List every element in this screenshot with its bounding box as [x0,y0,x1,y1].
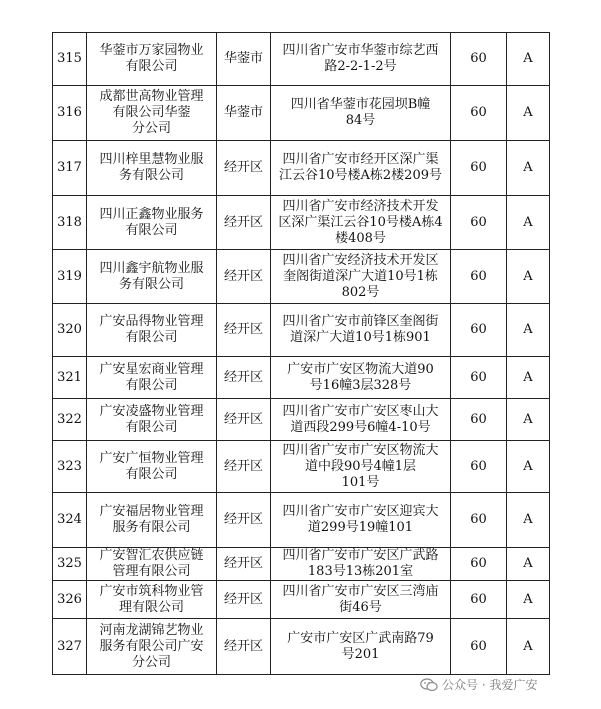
grade-cell: A [507,86,550,141]
row-number-cell: 318 [53,196,87,250]
district-cell: 经开区 [217,196,271,250]
row-number-cell: 325 [53,548,87,581]
table-row [53,441,550,493]
score-cell: 60 [451,357,507,399]
table-row [53,250,550,304]
score-cell: 60 [451,581,507,619]
grade-cell: A [507,619,550,675]
address-cell: 四川省广安市经济技术开发 区深广渠江云谷10号楼A栋4 楼408号 [271,196,451,250]
score-cell: 60 [451,33,507,86]
company-name-cell: 广安凌盛物业管理 有限公司 [87,399,217,441]
row-number-cell: 326 [53,581,87,619]
district-cell: 华蓥市 [217,33,271,86]
company-name-cell: 四川鑫宇航物业服 务有限公司 [87,250,217,304]
address-cell: 四川省广安市广安区三湾庙 街46号 [271,581,451,619]
score-cell: 60 [451,548,507,581]
table-row [53,304,550,357]
table-row [53,86,550,141]
address-cell: 广安市广安区物流大道90 号16幢3层328号 [271,357,451,399]
district-cell: 经开区 [217,493,271,548]
row-number-cell: 322 [53,399,87,441]
table-row [53,581,550,619]
score-cell: 60 [451,250,507,304]
address-cell: 四川省广安市广安区枣山大 道西段299号6幢4-10号 [271,399,451,441]
district-cell: 经开区 [217,581,271,619]
district-cell: 经开区 [217,399,271,441]
table-row [53,141,550,196]
district-cell: 经开区 [217,357,271,399]
company-name-cell: 四川梓里慧物业服 务有限公司 [87,141,217,196]
row-number-cell: 320 [53,304,87,357]
row-number-cell: 317 [53,141,87,196]
district-cell: 经开区 [217,304,271,357]
grade-cell: A [507,441,550,493]
table-row [53,619,550,675]
grade-cell: A [507,304,550,357]
row-number-cell: 319 [53,250,87,304]
grade-cell: A [507,250,550,304]
score-cell: 60 [451,196,507,250]
grade-cell: A [507,548,550,581]
address-cell: 广安市广安区广武南路79 号201 [271,619,451,675]
table-row [53,33,550,86]
company-name-cell: 广安智汇农供应链 管理有限公司 [87,548,217,581]
company-name-cell: 四川正鑫物业服务 有限公司 [87,196,217,250]
row-number-cell: 323 [53,441,87,493]
address-cell: 四川省广安市广安区物流大 道中段90号4幢1层 101号 [271,441,451,493]
row-number-cell: 321 [53,357,87,399]
grade-cell: A [507,399,550,441]
company-name-cell: 广安福居物业管理 服务有限公司 [87,493,217,548]
grade-cell: A [507,357,550,399]
score-cell: 60 [451,493,507,548]
address-cell: 四川省广安市经开区深广渠 江云谷10号楼A栋2楼209号 [271,141,451,196]
score-cell: 60 [451,399,507,441]
watermark [420,676,537,693]
address-cell: 四川省广安市广安区迎宾大 道299号19幢101 [271,493,451,548]
company-name-cell: 广安市筑科物业管 理有限公司 [87,581,217,619]
address-cell: 四川省广安市华蓥市综艺西 路2-2-1-2号 [271,33,451,86]
table-row [53,493,550,548]
watermark-text: 公众号 · 我爱广安 [442,678,538,692]
score-cell: 60 [451,619,507,675]
table-row [53,357,550,399]
score-cell: 60 [451,141,507,196]
district-cell: 经开区 [217,141,271,196]
wechat-icon [420,678,438,692]
address-cell: 四川省广安经济技术开发区 奎阁街道深广大道10号1栋 802号 [271,250,451,304]
grade-cell: A [507,493,550,548]
company-name-cell: 广安广恒物业管理 有限公司 [87,441,217,493]
enterprise-table [52,32,550,675]
row-number-cell: 316 [53,86,87,141]
district-cell: 经开区 [217,441,271,493]
grade-cell: A [507,581,550,619]
grade-cell: A [507,196,550,250]
company-name-cell: 广安星宏商业管理 有限公司 [87,357,217,399]
table-row [53,196,550,250]
district-cell: 经开区 [217,250,271,304]
company-name-cell: 成都世高物业管理 有限公司华蓥 分公司 [87,86,217,141]
address-cell: 四川省广安市前锋区奎阁街 道深广大道10号1栋901 [271,304,451,357]
district-cell: 经开区 [217,619,271,675]
table-row [53,548,550,581]
table-body [53,33,550,675]
score-cell: 60 [451,86,507,141]
score-cell: 60 [451,441,507,493]
district-cell: 华蓥市 [217,86,271,141]
score-cell: 60 [451,304,507,357]
district-cell: 经开区 [217,548,271,581]
address-cell: 四川省华蓥市花园坝B幢 84号 [271,86,451,141]
row-number-cell: 315 [53,33,87,86]
company-name-cell: 华蓥市万家园物业 有限公司 [87,33,217,86]
row-number-cell: 324 [53,493,87,548]
grade-cell: A [507,33,550,86]
address-cell: 四川省广安市广安区广武路 183号13栋201室 [271,548,451,581]
company-name-cell: 河南龙湖锦艺物业 服务有限公司广安 分公司 [87,619,217,675]
table-row [53,399,550,441]
grade-cell: A [507,141,550,196]
company-name-cell: 广安品得物业管理 有限公司 [87,304,217,357]
row-number-cell: 327 [53,619,87,675]
